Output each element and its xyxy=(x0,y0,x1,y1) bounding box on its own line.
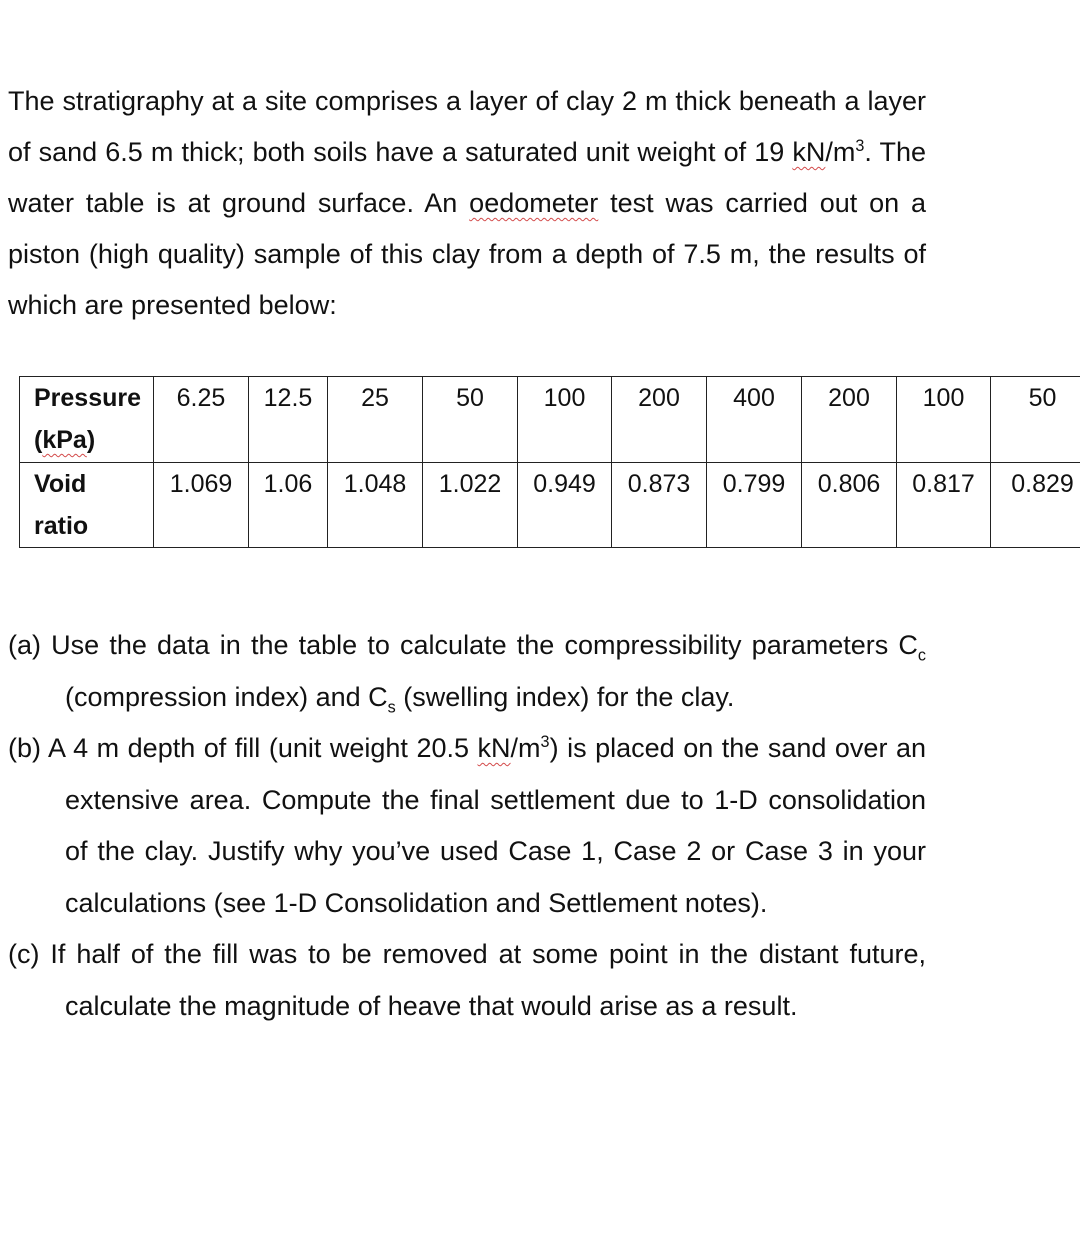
unit-superscript: 3 xyxy=(855,137,865,155)
unit-per-m-fill: /m xyxy=(510,733,541,763)
void-ratio-header-cell xyxy=(20,463,154,548)
subscript-s: s xyxy=(387,697,396,716)
void-ratio-cell: 0.873 xyxy=(612,463,707,548)
void-ratio-cell: 0.806 xyxy=(802,463,897,548)
pressure-cell: 200 xyxy=(612,377,707,463)
intro-text-3: test was carried out on a piston (high quality) sample of this clay from a depth of 7.5 m, the results of which are presented below: xyxy=(8,188,926,320)
subscript-c: c xyxy=(917,646,926,665)
unit-per-m: /m xyxy=(825,137,856,167)
unit-kpa: kPa xyxy=(42,426,87,454)
intro-text-2: . The water table is at ground surface. An xyxy=(8,137,926,218)
question-c-text: If half of the fill was to be removed at some point in the distant future, calculate the magnitude of heave that would arise as a result. xyxy=(39,939,926,1021)
void-ratio-cell: 0.949 xyxy=(518,463,612,548)
table-row-void-ratio xyxy=(20,463,1080,548)
pressure-cell: 50 xyxy=(991,377,1080,463)
void-ratio-header-line1: Void xyxy=(34,470,87,498)
questions-list xyxy=(8,620,926,1032)
void-ratio-cell: 0.799 xyxy=(707,463,802,548)
pressure-cell: 100 xyxy=(897,377,991,463)
unit-kn: kN xyxy=(792,137,826,167)
pressure-cell: 50 xyxy=(423,377,518,463)
table-row-pressure xyxy=(20,377,1080,463)
void-ratio-cell: 1.06 xyxy=(249,463,328,548)
question-a-text-1: Use the data in the table to calculate the compressibility parameters C xyxy=(41,630,918,660)
void-ratio-cell: 0.829 xyxy=(991,463,1080,548)
pressure-header-line2 xyxy=(34,419,153,461)
question-b-label: (b) xyxy=(8,733,41,763)
question-c-label: (c) xyxy=(8,939,40,969)
pressure-cell: 6.25 xyxy=(154,377,249,463)
pressure-cell: 12.5 xyxy=(249,377,328,463)
question-a-text-2: (compression index) and C xyxy=(65,681,388,712)
intro-text-1: The stratigraphy at a site comprises a layer of clay 2 m thick beneath a layer of sand 6.5 m thick; both soils have a saturated unit weight of 19 xyxy=(8,86,926,167)
pressure-cell: 25 xyxy=(328,377,423,463)
intro-paragraph xyxy=(8,76,926,331)
question-b-text-2: ) is placed on the sand over an extensive area. Compute the final settlement due to 1-D consolidation of the clay. Justify why you’ve used Case 1, Case 2 or Case 3 in your calculations (see 1-D Consolidation and Settlement notes). xyxy=(65,733,926,918)
paren-close: ) xyxy=(86,426,96,454)
question-a xyxy=(8,620,926,723)
unit-superscript-fill: 3 xyxy=(540,733,550,751)
pressure-cell: 100 xyxy=(518,377,612,463)
pressure-cell: 200 xyxy=(802,377,897,463)
question-b xyxy=(8,723,926,929)
pressure-header-cell xyxy=(20,377,154,463)
question-b-text-1: A 4 m depth of fill (unit weight 20.5 xyxy=(41,733,478,763)
pressure-cell: 400 xyxy=(707,377,802,463)
oedometer-results-table xyxy=(19,376,1080,548)
unit-kn-fill: kN xyxy=(477,733,511,763)
void-ratio-cell: 0.817 xyxy=(897,463,991,548)
void-ratio-header-line2: ratio xyxy=(34,512,89,540)
paren-open: ( xyxy=(34,426,43,454)
question-a-text-3: (swelling index) for the clay. xyxy=(395,681,735,712)
pressure-header-line1: Pressure xyxy=(34,384,142,412)
void-ratio-cell: 1.069 xyxy=(154,463,249,548)
question-a-label: (a) xyxy=(8,630,41,660)
word-oedometer: oedometer xyxy=(469,188,599,218)
void-ratio-cell: 1.022 xyxy=(423,463,518,548)
void-ratio-cell: 1.048 xyxy=(328,463,423,548)
question-c xyxy=(8,929,926,1032)
